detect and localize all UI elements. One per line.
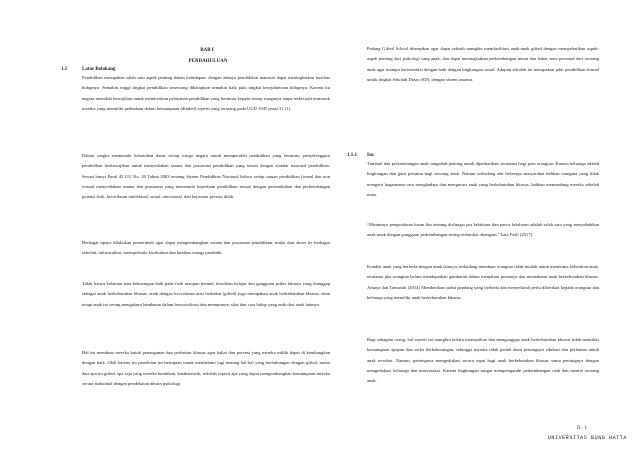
left-paragraph-1: Pendidikan merupakan salah satu aspek penting dalam kehidupan, dengan adanya pendidikan manusia dapat meningkatkan kualitas hidupnya. Semakin tinggi tingkat pendidikan seseorang diharapkan semakin baik pula tingkat kesejahteraan hidupnya. Karena itu negara memiliki kewajiban untuk memberikan pelayanan pendidikan yang bermutu kepada setiap warganya tanpa terkecuali termasuk mereka yang memiliki perbedaan dalam kemampuan (difabel) seperti yang tertuang pada UUD 1945 pasal 31 (1). bbox=[82, 75, 330, 111]
right-paragraph-4: Bagi sebagian orang, hal seperti ini mungkin terlalu merepotkan dan menganggap anak berkebutuhan khusus tidak memiliki kemampuan apapun dan serba berkekurangan, sehingga mereka tidak peduli akan pentingnya edukasi dan perhatian untuk anak tersebut. Namun, pentingnya mengedukasi secara tepat bagi anak berkebutuhan khusus sama pentingnya dengan mengedukasi keluarga dan masyarakat. Karena lingkungan sangat mempengaruhi perkembangan otak dan mental seorang anak. bbox=[367, 337, 599, 384]
footer-page-number: II - 1 bbox=[577, 426, 587, 431]
left-paragraph-5: Hal ini membuat mereka butuh penanganan dan perhatian khusus agar bakat dan potensi yang mereka miliki dapat di kembangkan dengan baik. Oleh karena itu penelitian ini bertujuan untuk mendalami lagi tentang hal-hal yang berhubungan dengan gifted, mulai dari apa itu gifted, apa saja yang mereka butuhkan, karakteristik, sekolah seperti apa yang dapat mengembangkan kemampuan mereka secara maksimal dengan pendekatan desain psikologi. bbox=[82, 350, 330, 386]
subsection-title: Isu bbox=[367, 153, 374, 158]
section-number: 1.1 bbox=[61, 67, 68, 72]
right-paragraph-2: “Minimnya pengetahuan kaum ibu tentang disfungsi pra kelahiran dan pasca kelahiran adalah salah satu yang menyebabkan anak-anak dengan gangguan perkembangan sering terlambat ditangani,” kata Fasli (2017). bbox=[367, 222, 599, 238]
left-paragraph-2: Dalam rangka memenuhi kebutuhan dasar setiap warga negara untuk memperoleh pendidikan yang bermutu, penyelenggara pendidikan berkewajiban untuk menyediakan sarana dan prasarana pendidikan yang sesuai dengan standar nasional pendidikan. Sesuai bunyi Pasal 45 UU No. 20 Tahun 2003 tentang Sistem Pendidikan Nasional bahwa setiap satuan pendidikan formal dan non formal menyediakan sarana dan prasarana yang memenuhi keperluan pendidikan sesuai dengan pertumbuhan dan perkembangan potensi fisik, kecerdasan intelektual, sosial, emosional, dan kejiwaan peserta didik. bbox=[82, 153, 330, 200]
section-title: Latar Belakang bbox=[82, 67, 116, 72]
right-intro-paragraph: Padang Gifted School diterapkan agar dapat sebuah mungkin memfasilitasi anak-anak gifted dengan mempehatikan aspek-aspek penting dari psikologi sang anak, dan dapat meningkatkan perkembangan minat dan bakat serta personal dari seorang anak agar mampu berinteraksi dengan baik dengan lingkungan sosial. Adapun sekolah ini merupakan jalur pendidikan formal untuk tingkat Sekolah Dasar (SD), dengan sistem asrama. bbox=[367, 46, 599, 82]
subsection-number: 1.1.1 bbox=[347, 153, 357, 158]
left-paragraph-3: Berbagai upaya dilakukan pemerintah agar dapat mengembangkan sarana dan prasarana pendidikan, mulai dari akses ke berbagai sekolah, infrastruktur, memperbaiki kurikulum dan kualitas tenaga pendidik. bbox=[82, 240, 330, 256]
right-paragraph-3: Kondisi anak yang berbeda dengan anak lainnya, terkadang membuat orangtua tidak mudah untuk menerima kehadiran anak, terutama jika orangtua belum mendapatkan gambaran dalam menjalani perannya dan memahami anak berkebutuhan khusus. Amaya dan Tomasini (2014) Memberikan sudut pandang yang berbeda dan menyeluruh perlu diberikan kepada orangtua dan keluarga yang memiliki anak berkebutuhan khusus. bbox=[367, 264, 599, 300]
chapter-title: PENDAHULUAN bbox=[188, 59, 228, 64]
right-paragraph-1: Tumbuh dan perkembangan anak sangatlah penting untuk diperhatikan, terutama bagi para orangtua. Karena keluarga adalah lingkungan dan guru pertama bagi seorang anak. Namun terkadang ada beberapa masyarakat bahkan orangtua yang tidak mengerti bagaimana cara menghadapi dan mengurusi anak yang berkebutuhan khusus, bahkan memandang mereka sebelah mata. bbox=[367, 161, 599, 197]
chapter-number: BAB I bbox=[200, 48, 214, 53]
left-paragraph-4: Tidak hanya kelainan atau kekurangan baik pada fisik maupun mental, kesulitan belajar dan gangguan psikis lainnya yang dianggap sebagai anak berkebutuhan khusus, anak dengan kecerdasan atau berbakat (gifted) juga merupakan anak berkebutuhan khusus, akan tetapi anak ini sering mengalami hambatan dalam bersosialisasi dan mempunyai sifat dan cara hidup yang unik dari anak lainnya. bbox=[82, 281, 330, 307]
footer-university: UNIVERSITAS BUNG HATTA bbox=[547, 435, 627, 441]
